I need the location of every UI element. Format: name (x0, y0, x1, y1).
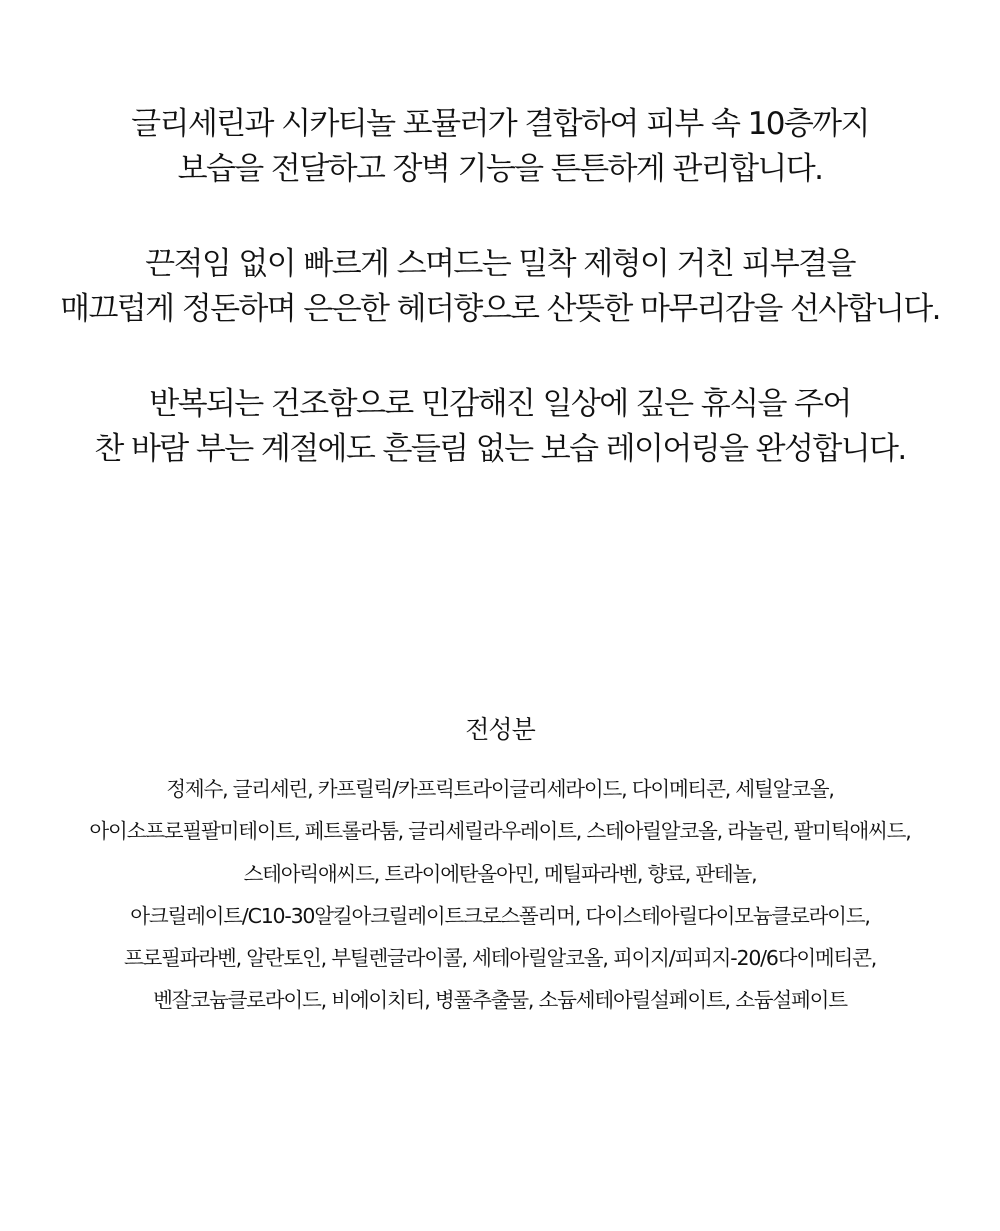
ingredients-line: 프로필파라벤, 알란토인, 부틸렌글라이콜, 세테아릴알코올, 피이지/피피지-20/6다이메티콘, (123, 946, 877, 971)
intro-line: 매끄럽게 정돈하며 은은한 헤더향으로 산뜻한 마무리감을 선사합니다. (60, 291, 940, 327)
intro-paragraph-3 (0, 382, 1000, 472)
ingredients-line: 정제수, 글리세린, 카프릴릭/카프릭트라이글리세라이드, 다이메티콘, 세틸알코올, (166, 777, 834, 801)
intro-line: 반복되는 건조함으로 민감해진 일상에 깊은 휴식을 주어 (149, 386, 851, 422)
intro-paragraph-1 (0, 102, 1000, 192)
intro-line: 찬 바람 부는 계절에도 흔들림 없는 보습 레이어링을 완성합니다. (94, 431, 906, 467)
intro-line: 보습을 전달하고 장벽 기능을 튼튼하게 관리합니다. (177, 151, 823, 187)
ingredients-title: 전성분 (465, 715, 535, 744)
intro-line: 끈적임 없이 빠르게 스며드는 밀착 제형이 거친 피부결을 (145, 246, 855, 282)
ingredients-section (0, 710, 1000, 1022)
ingredients-line: 스테아릭애씨드, 트라이에탄올아민, 메틸파라벤, 향료, 판테놀, (243, 861, 757, 886)
ingredients-line: 아크릴레이트/C10-30알킬아크릴레이트크로스폴리머, 다이스테아릴다이모늄클로라이드, (130, 903, 870, 928)
ingredients-line: 벤잘코늄클로라이드, 비에이치티, 병풀추출물, 소듐세테아릴설페이트, 소듐설페이트 (153, 988, 847, 1013)
intro-line: 글리세린과 시카티놀 포뮬러가 결합하여 피부 속 10층까지 (131, 106, 869, 142)
intro-paragraph-2 (0, 242, 1000, 332)
intro-copy (0, 102, 1000, 522)
ingredients-line: 아이소프로필팔미테이트, 페트롤라툼, 글리세릴라우레이트, 스테아릴알코올, 라놀린, 팔미틱애씨드, (89, 819, 911, 844)
